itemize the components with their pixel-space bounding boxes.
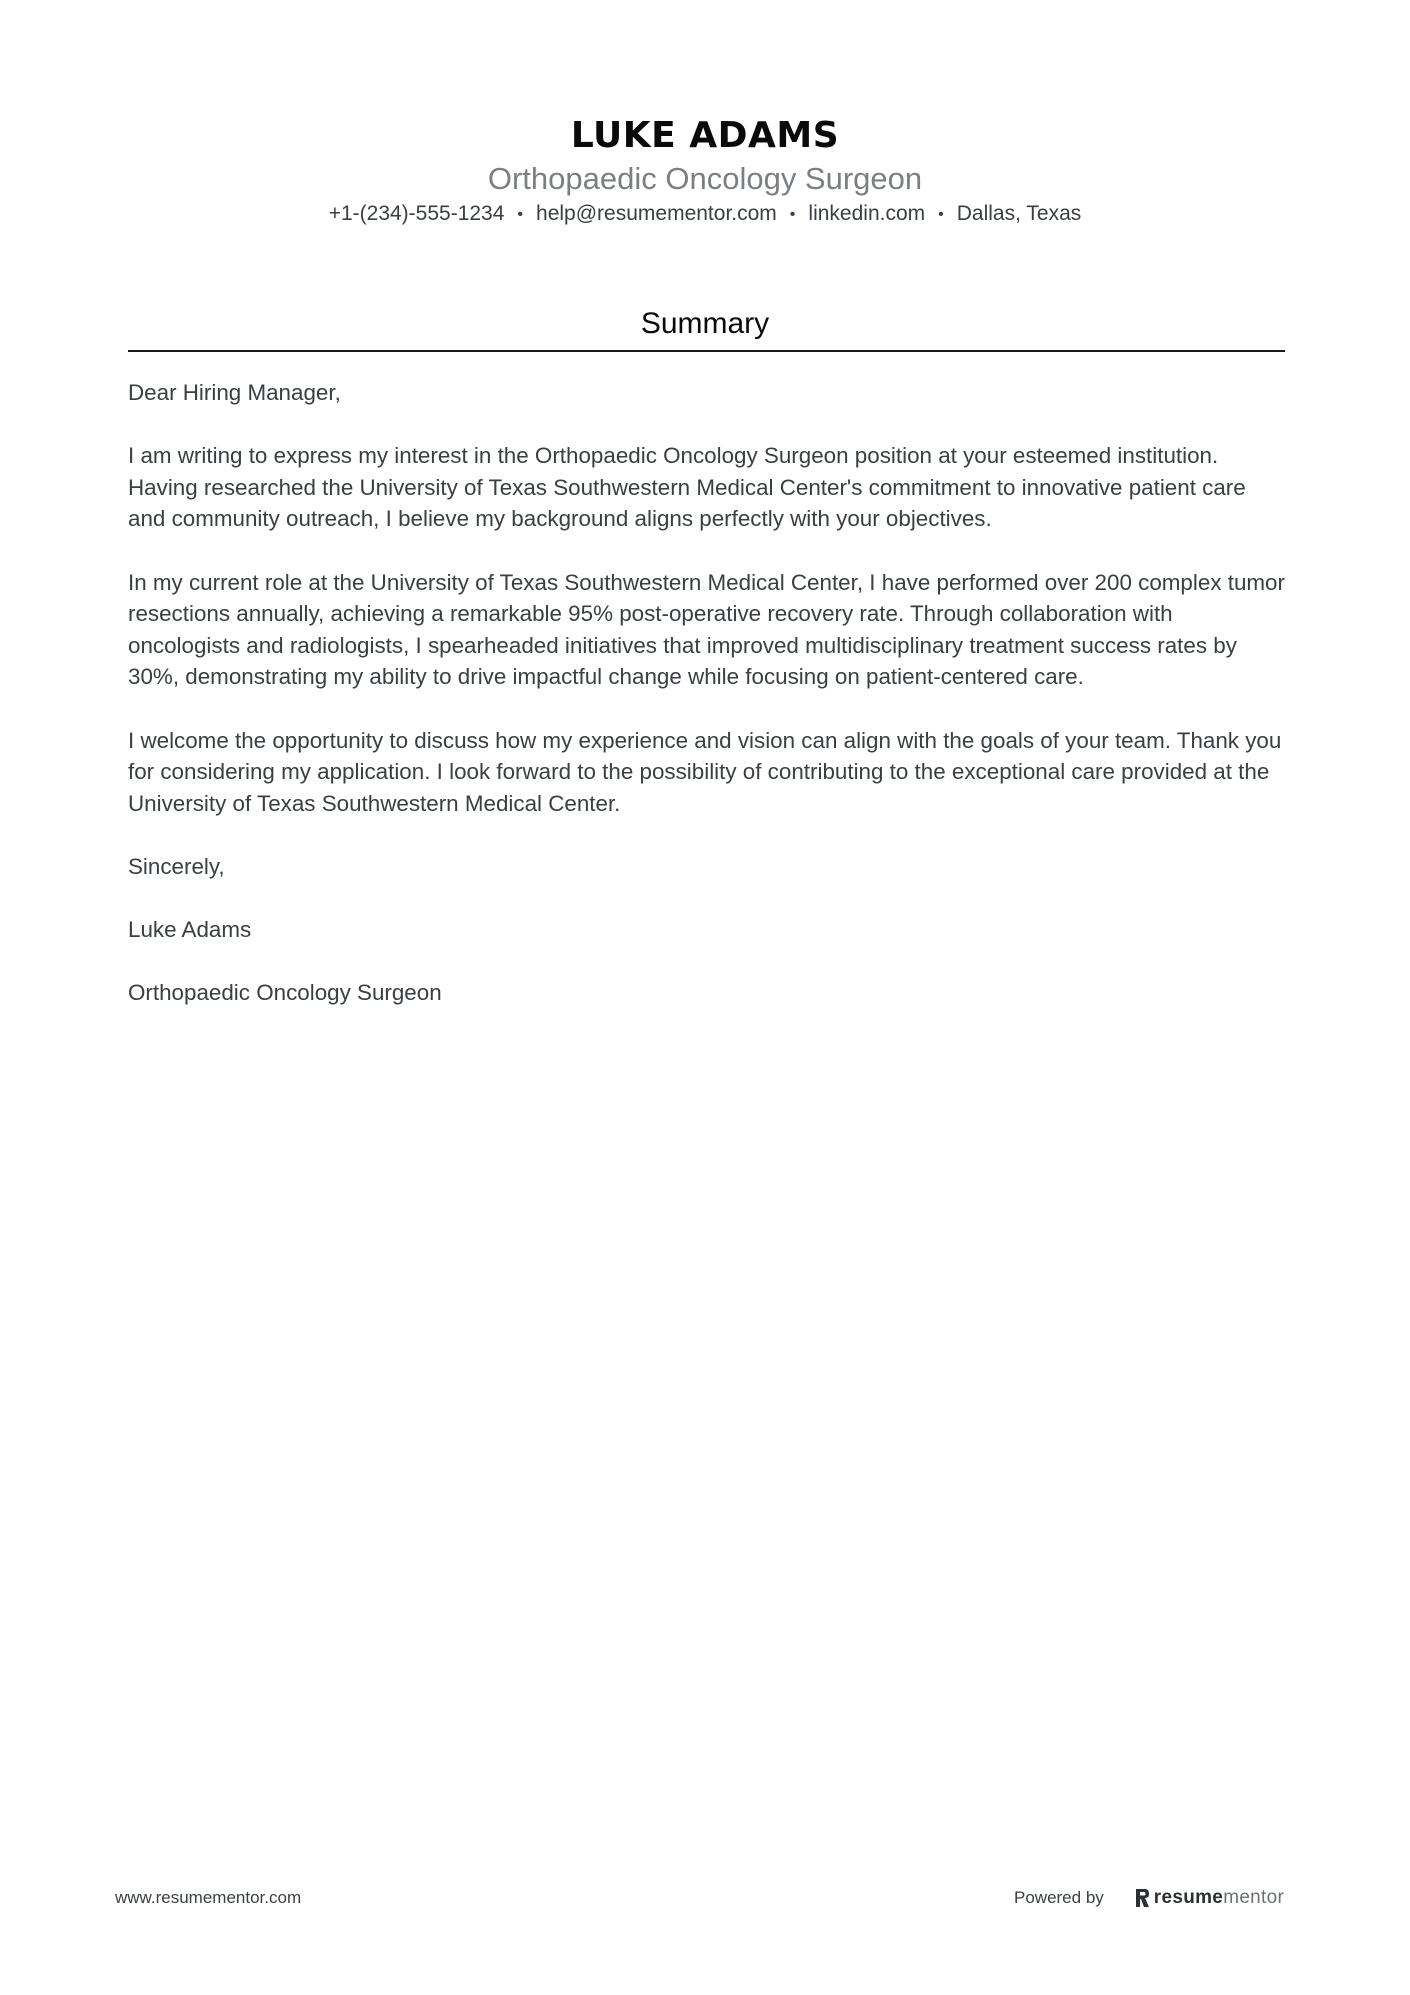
letter-paragraph: I welcome the opportunity to discuss how my experience and vision can align with the goals of your team. Thank you for considering my application. I look forward to the possibility of contributing to the exceptional care provided at the University of Texas Southwestern Medical Center.: [128, 727, 1282, 816]
footer-website[interactable]: www.resumementor.com: [115, 1888, 302, 1907]
candidate-title: Orthopaedic Oncology Surgeon: [487, 161, 923, 196]
letter-body: [128, 377, 1288, 1040]
contact-line: [0, 200, 1410, 229]
logo-text-strong: resume: [1153, 1887, 1224, 1908]
header: [0, 112, 1410, 229]
letter-salutation: Dear Hiring Manager,: [128, 380, 341, 405]
contact-separator: •: [517, 206, 524, 223]
section-title: Summary: [640, 307, 770, 340]
logo-text-light: mentor: [1223, 1887, 1285, 1908]
contact-separator: •: [789, 206, 796, 223]
resumementor-logo-icon: [1134, 1888, 1150, 1908]
powered-by-label: Powered by: [1014, 1888, 1104, 1907]
candidate-name: LUKE ADAMS: [570, 115, 840, 156]
signature-title: Orthopaedic Oncology Surgeon: [128, 980, 442, 1006]
letter-paragraph: I am writing to express my interest in the Orthopaedic Oncology Surgeon position at your esteemed institution. Having researched the University of Texas Southwestern Medical Center's commitment to innovative patient care and community outreach, I believe my background aligns perfectly with your objectives.: [128, 443, 1246, 532]
section-divider: [128, 350, 1285, 352]
contact-linkedin[interactable]: linkedin.com: [808, 202, 926, 225]
resumementor-logo[interactable]: [1134, 1887, 1284, 1909]
contact-location: Dallas, Texas: [956, 202, 1082, 225]
letter-paragraph: In my current role at the University of Texas Southwestern Medical Center, I have performed over 200 complex tumor resections annually, achieving a remarkable 95% post-operative recovery rate. Through collaboration with oncologists and radiologists, I spearheaded initiatives that improved multidisciplinary treatment success rates by 30%, demonstrating my ability to drive impactful change while focusing on patient-centered care.: [128, 569, 1285, 690]
contact-phone: +1-(234)-555-1234: [328, 202, 505, 225]
contact-email[interactable]: help@resumementor.com: [536, 202, 777, 225]
contact-separator: •: [938, 206, 944, 223]
footer-branding: [1014, 1884, 1284, 1912]
signature-name: Luke Adams: [128, 917, 252, 943]
letter-closing: Sincerely,: [128, 853, 225, 879]
